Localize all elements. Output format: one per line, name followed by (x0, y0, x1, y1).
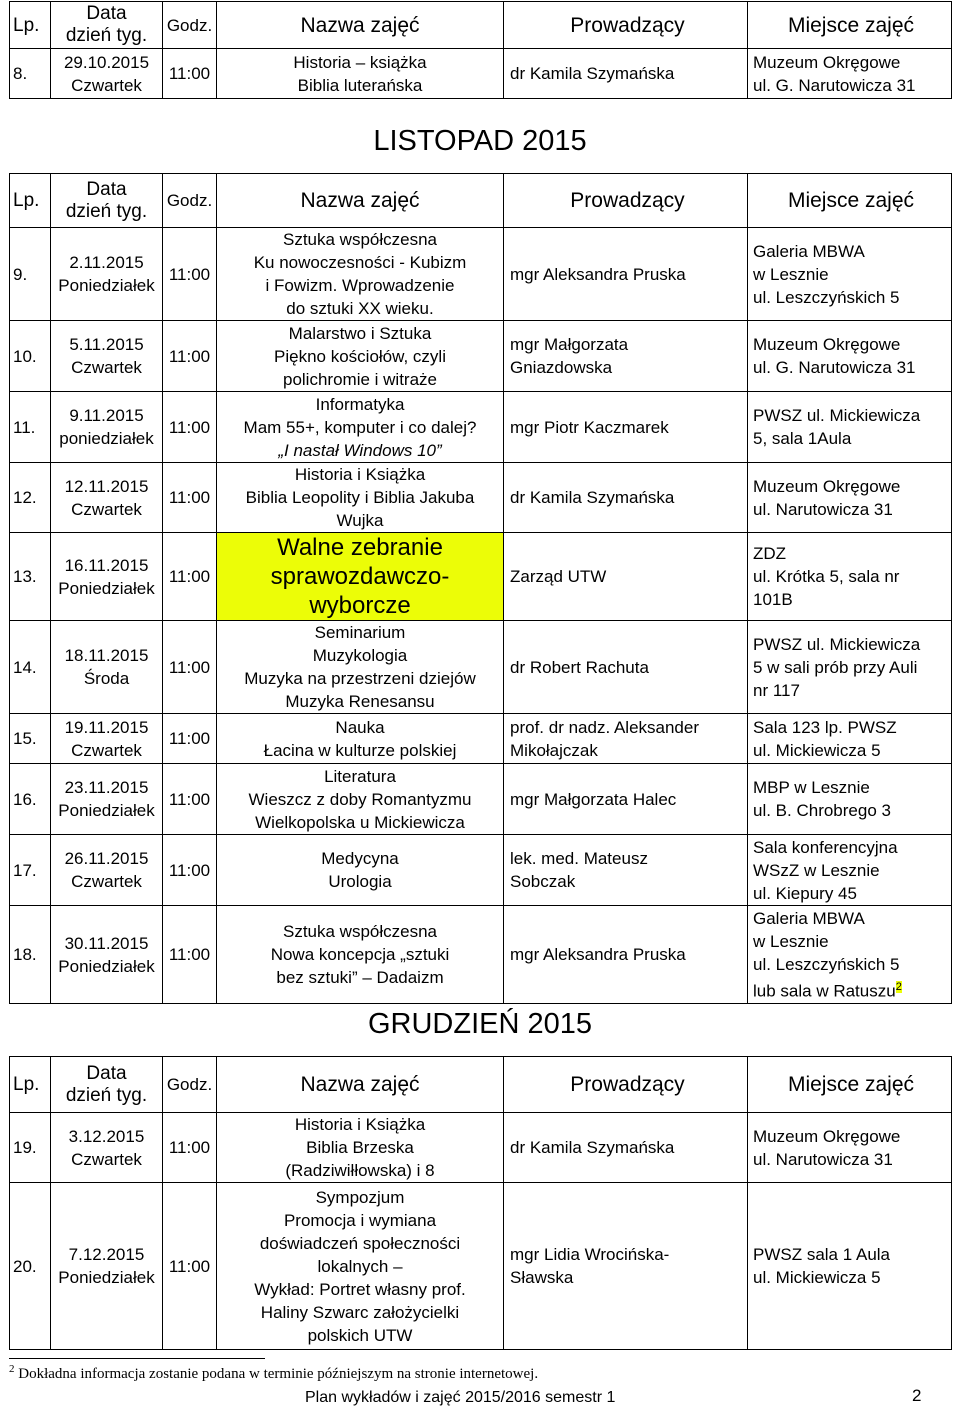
row-place-line: ul. Narutowicza 31 (753, 499, 893, 519)
month-title-november: LISTOPAD 2015 (373, 125, 587, 157)
row-name-line: Wielkopolska u Mickiewicza (255, 812, 465, 832)
row-date (51, 463, 163, 533)
row-place (748, 392, 952, 463)
row-place (748, 49, 952, 99)
row-name-line: Walne zebranie (277, 534, 443, 561)
row-lp: 9. (10, 228, 51, 321)
table-row (10, 392, 952, 463)
row-name-line: Historia i Książka (294, 465, 426, 484)
row-date (51, 835, 163, 906)
december-table (9, 1056, 952, 1350)
row-lead-line: dr Kamila Szymańska (510, 488, 675, 507)
row-date (51, 621, 163, 714)
row-lead-line: mgr Aleksandra Pruska (510, 945, 686, 964)
row-place (748, 1113, 952, 1183)
row-name (217, 764, 504, 835)
row-lead (504, 228, 748, 321)
row-lead-line: dr Kamila Szymańska (510, 1138, 675, 1157)
row-place (748, 321, 952, 392)
row-place-line: ul. Narutowicza 31 (753, 1149, 893, 1169)
row-time: 11:00 (163, 533, 217, 621)
row-date-value: 18.11.2015 (64, 646, 149, 665)
row-place-text: lub sala w Ratuszu (753, 981, 896, 1001)
row-name-line: doświadczeń społeczności (259, 1233, 461, 1253)
row-place (748, 533, 952, 621)
row-lead (504, 321, 748, 392)
header-lp: Lp. (10, 174, 51, 228)
row-name-line: „I nastał Windows 10” (278, 440, 442, 460)
row-name (217, 1183, 504, 1350)
row-name-line: Mam 55+, komputer i co dalej? (243, 417, 477, 437)
row-day-value: Czwartek (71, 75, 142, 95)
row-day-value: Czwartek (71, 1149, 142, 1169)
row-name (217, 463, 504, 533)
footnote-mark: 2 (9, 1363, 15, 1375)
row-name-line: Nowa koncepcja „sztuki (270, 945, 450, 964)
row-place-line: ul. Kiepury 45 (753, 883, 857, 903)
row-lead-line: mgr Małgorzata Halec (510, 789, 677, 809)
october-table (9, 1, 952, 99)
row-place-line: ul. Leszczyńskich 5 (753, 287, 900, 307)
row-date-value: 3.12.2015 (68, 1126, 145, 1146)
row-place-line: Muzeum Okręgowe (753, 52, 901, 72)
row-name-line: Sympozjum (315, 1187, 405, 1207)
row-place (748, 621, 952, 714)
row-lead-line: mgr Aleksandra Pruska (510, 264, 686, 284)
table-row (10, 321, 952, 392)
row-time: 11:00 (163, 49, 217, 99)
header-lp: Lp. (10, 2, 51, 49)
row-place-line: ul. G. Narutowicza 31 (753, 75, 916, 95)
row-lead-line: prof. dr nadz. Aleksander (510, 717, 700, 737)
row-place-line: 5 w sali prób przy Auli (753, 657, 918, 677)
row-lead (504, 49, 748, 99)
row-date-value: 30.11.2015 (64, 933, 149, 953)
table-row (10, 906, 952, 1004)
row-day-value: Czwartek (71, 872, 142, 891)
row-lead (504, 463, 748, 533)
row-place-line: Muzeum Okręgowe (753, 476, 901, 496)
table-row (10, 49, 952, 99)
row-name-line: Literatura (324, 766, 396, 786)
row-place-line: PWSZ ul. Mickiewicza (753, 406, 921, 425)
row-name-line: Wykład: Portret własny prof. (254, 1279, 466, 1299)
row-place (748, 835, 952, 906)
row-name-line: lokalnych – (317, 1256, 403, 1276)
row-date-value: 26.11.2015 (64, 849, 149, 868)
row-day-value: Czwartek (71, 740, 142, 760)
row-name-line: Nauka (335, 717, 385, 737)
row-lp: 18. (10, 906, 51, 1004)
row-day-value: Poniedziałek (58, 276, 155, 295)
row-time: 11:00 (163, 1113, 217, 1183)
header-name: Nazwa zajęć (217, 1057, 504, 1113)
row-name-line: Biblia Brzeska (306, 1138, 414, 1157)
header-date (51, 174, 163, 228)
row-name-line: Historia i Książka (294, 1115, 426, 1134)
row-place-line: ZDZ (753, 544, 787, 563)
row-date-value: 16.11.2015 (64, 555, 149, 575)
row-time: 11:00 (163, 228, 217, 321)
row-date-value: 9.11.2015 (69, 406, 144, 425)
row-time: 11:00 (163, 906, 217, 1004)
row-lp: 16. (10, 764, 51, 835)
row-lead (504, 1113, 748, 1183)
header-data-label: Data (86, 3, 127, 24)
row-day-value: Poniedziałek (58, 801, 155, 820)
table-row (10, 764, 952, 835)
row-place-line: Sala 123 lp. PWSZ (753, 717, 897, 737)
row-place-line: Sala konferencyjna (753, 837, 898, 857)
row-time: 11:00 (163, 621, 217, 714)
header-time: Godz. (163, 1057, 217, 1113)
november-table (9, 173, 952, 1004)
row-time: 11:00 (163, 392, 217, 463)
row-lead (504, 714, 748, 764)
row-date (51, 714, 163, 764)
row-lead-line: Sławska (510, 1268, 574, 1287)
row-day-value: Poniedziałek (58, 578, 155, 598)
row-time: 11:00 (163, 463, 217, 533)
row-place-line: ul. Krótka 5, sala nr (753, 567, 900, 586)
row-place-line (753, 976, 949, 1003)
header-time: Godz. (163, 2, 217, 49)
row-name (217, 621, 504, 714)
row-name-line: (Radziwiłłowska) i 8 (285, 1161, 435, 1180)
row-place-line: w Lesznie (753, 264, 829, 284)
row-date (51, 533, 163, 621)
row-place-line: 101B (753, 590, 793, 609)
row-place-line: WSzZ w Lesznie (753, 860, 880, 880)
row-place-line: Galeria MBWA (753, 241, 865, 261)
table-row (10, 714, 952, 764)
row-date-value: 7.12.2015 (68, 1245, 145, 1264)
row-time: 11:00 (163, 1183, 217, 1350)
row-name-line: Malarstwo i Sztuka (288, 323, 432, 343)
row-date (51, 1113, 163, 1183)
row-day-value: poniedziałek (59, 429, 154, 448)
row-place-line: ul. B. Chrobrego 3 (753, 801, 891, 820)
row-lp: 19. (10, 1113, 51, 1183)
row-place-line: 5, sala 1Aula (753, 429, 852, 448)
row-lead-line: mgr Małgorzata (510, 335, 629, 354)
table-row (10, 621, 952, 714)
row-lp: 20. (10, 1183, 51, 1350)
row-time: 11:00 (163, 764, 217, 835)
footnote-reference: 2 (895, 980, 902, 993)
row-name (217, 714, 504, 764)
header-lead: Prowadzący (504, 1057, 748, 1113)
header-lp: Lp. (10, 1057, 51, 1113)
row-date-value: 29.10.2015 (63, 52, 150, 72)
row-date (51, 228, 163, 321)
row-name-line: polskich UTW (307, 1325, 413, 1345)
table-row (10, 228, 952, 321)
row-name-line: Haliny Szwarc założycielki (260, 1302, 460, 1322)
row-date (51, 49, 163, 99)
table-row (10, 1113, 952, 1183)
row-place (748, 764, 952, 835)
december-header-row (10, 1057, 952, 1113)
row-day-value: Poniedziałek (58, 956, 155, 976)
row-place (748, 906, 952, 1004)
header-day-label: dzień tyg. (65, 25, 148, 46)
header-lead: Prowadzący (504, 174, 748, 228)
row-name-line: Muzyka Renesansu (285, 692, 435, 711)
row-lead (504, 835, 748, 906)
row-time: 11:00 (163, 835, 217, 906)
row-name-line: Medycyna (321, 849, 399, 868)
row-lead (504, 1183, 748, 1350)
row-lead-line: mgr Lidia Wrocińska- (510, 1245, 670, 1264)
row-date-value: 23.11.2015 (64, 778, 149, 797)
row-date (51, 764, 163, 835)
row-name (217, 906, 504, 1004)
row-day-value: Czwartek (71, 358, 142, 377)
row-time: 11:00 (163, 714, 217, 764)
row-name (217, 835, 504, 906)
row-date-value: 12.11.2015 (64, 476, 149, 496)
row-name-line: Historia – książka (293, 52, 427, 72)
november-header-row (10, 174, 952, 228)
row-lead (504, 764, 748, 835)
row-place-line: PWSZ sala 1 Aula (753, 1245, 891, 1264)
footnote (9, 1363, 538, 1383)
row-place-line: PWSZ ul. Mickiewicza (753, 634, 921, 654)
row-name-line: Informatyka (315, 394, 405, 414)
row-lead-line: Sobczak (510, 872, 576, 891)
row-date-value: 19.11.2015 (64, 717, 149, 737)
row-lp: 14. (10, 621, 51, 714)
row-place-line: Muzeum Okręgowe (753, 1126, 901, 1146)
row-time: 11:00 (163, 321, 217, 392)
row-place-line: ul. Mickiewicza 5 (753, 740, 881, 760)
october-header-row (10, 2, 952, 49)
header-data-label: Data (86, 1062, 127, 1084)
row-name-line: Urologia (328, 872, 392, 891)
row-lead-line: mgr Piotr Kaczmarek (510, 417, 669, 437)
row-lp: 15. (10, 714, 51, 764)
row-name-line: sprawozdawczo- (270, 563, 450, 590)
row-date (51, 321, 163, 392)
row-name-line: Wujka (336, 511, 384, 530)
row-lp: 10. (10, 321, 51, 392)
row-place-line: nr 117 (753, 680, 800, 700)
row-place (748, 714, 952, 764)
row-place (748, 1183, 952, 1350)
row-name-line: Biblia luterańska (297, 75, 423, 95)
row-date-value: 5.11.2015 (69, 335, 144, 354)
row-lp: 11. (10, 392, 51, 463)
row-name-line: Piękno kościołów, czyli (274, 346, 446, 366)
row-name-line: Promocja i wymiana (283, 1210, 437, 1230)
row-date (51, 906, 163, 1004)
row-lead-line: dr Kamila Szymańska (510, 64, 675, 83)
row-name-line: Muzykologia (312, 646, 408, 665)
page-number: 2 (912, 1386, 922, 1405)
row-name-line: Ku nowoczesności - Kubizm (253, 253, 467, 272)
header-day-label: dzień tyg. (65, 200, 148, 222)
month-title-december: GRUDZIEŃ 2015 (367, 1008, 592, 1040)
row-day-value: Poniedziałek (58, 1268, 155, 1287)
row-lead (504, 621, 748, 714)
row-lead (504, 533, 748, 621)
row-name-line: Biblia Leopolity i Biblia Jakuba (245, 488, 475, 507)
row-name-line: Wieszcz z doby Romantyzmu (248, 789, 472, 809)
row-day-value: Środa (83, 669, 130, 688)
row-place-line: ul. Mickiewicza 5 (753, 1268, 881, 1287)
row-lp: 13. (10, 533, 51, 621)
row-name-line: do sztuki XX wieku. (286, 299, 434, 318)
row-name-line: Łacina w kulturze polskiej (263, 740, 457, 760)
row-name (217, 49, 504, 99)
row-name-line: bez sztuki” – Dadaizm (276, 968, 444, 987)
row-date-value: 2.11.2015 (69, 253, 144, 272)
row-place-line: ul. Leszczyńskich 5 (753, 954, 900, 974)
footnote-text: Dokładna informacja zostanie podana w terminie późniejszym na stronie internetowej. (18, 1366, 539, 1382)
row-place (748, 228, 952, 321)
header-name: Nazwa zajęć (217, 2, 504, 49)
row-lead-line: Mikołajczak (510, 740, 598, 760)
row-name-line: wyborcze (309, 592, 411, 619)
table-row (10, 533, 952, 621)
header-place: Miejsce zajęć (748, 2, 952, 49)
header-date (51, 1057, 163, 1113)
row-name-line: Seminarium (314, 623, 406, 642)
row-day-value: Czwartek (71, 499, 142, 519)
row-name-highlighted (217, 533, 504, 621)
row-lead-line: Zarząd UTW (510, 567, 607, 586)
row-name-line: i Fowizm. Wprowadzenie (265, 276, 455, 295)
row-lead-line: lek. med. Mateusz (510, 849, 648, 868)
page-footer: Plan wykładów i zajęć 2015/2016 semestr 1 (305, 1389, 616, 1406)
row-lead (504, 392, 748, 463)
row-lp: 12. (10, 463, 51, 533)
row-place-line: ul. G. Narutowicza 31 (753, 358, 916, 377)
row-lead-line: dr Robert Rachuta (510, 657, 649, 677)
row-lp: 17. (10, 835, 51, 906)
header-name: Nazwa zajęć (217, 174, 504, 228)
header-date (51, 2, 163, 49)
row-lp: 8. (10, 49, 51, 99)
row-date (51, 392, 163, 463)
row-lead (504, 906, 748, 1004)
row-place-line: Muzeum Okręgowe (753, 335, 901, 354)
row-name-line: Muzyka na przestrzeni dziejów (244, 669, 476, 688)
row-date (51, 1183, 163, 1350)
row-name-line: polichromie i witraże (283, 369, 437, 389)
row-name (217, 228, 504, 321)
header-lead: Prowadzący (504, 2, 748, 49)
footnote-divider (9, 1358, 265, 1359)
row-place-line: Galeria MBWA (753, 908, 865, 928)
row-name-line: Sztuka współczesna (282, 922, 438, 941)
table-row (10, 463, 952, 533)
header-data-label: Data (86, 178, 127, 200)
header-place: Miejsce zajęć (748, 1057, 952, 1113)
header-day-label: dzień tyg. (65, 1084, 148, 1106)
row-lead-line: Gniazdowska (510, 358, 613, 377)
header-time: Godz. (163, 174, 217, 228)
row-place-line: MBP w Lesznie (753, 778, 870, 797)
row-name (217, 1113, 504, 1183)
row-place (748, 463, 952, 533)
row-name-line: Sztuka współczesna (282, 230, 438, 249)
row-place-line: w Lesznie (753, 931, 829, 951)
header-place: Miejsce zajęć (748, 174, 952, 228)
row-name (217, 392, 504, 463)
table-row (10, 1183, 952, 1350)
table-row (10, 835, 952, 906)
row-name (217, 321, 504, 392)
